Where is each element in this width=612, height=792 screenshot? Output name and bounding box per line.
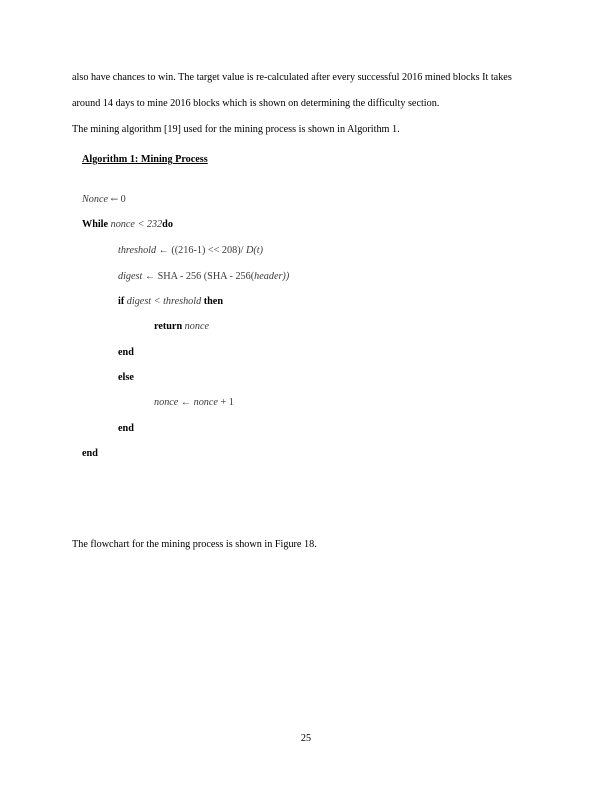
algo-line-if	[118, 297, 223, 307]
closing-paragraph: The flowchart for the mining process is shown in Figure 18.	[72, 539, 317, 550]
paragraph-line-2: around 14 days to mine 2016 blocks which is shown on determining the difficulty section.	[72, 98, 440, 109]
digest-var: digest	[118, 271, 143, 282]
algorithm-title: Algorithm 1: Mining Process	[82, 154, 208, 165]
algo-line-else: else	[118, 372, 134, 383]
algo-line-return	[154, 322, 209, 332]
while-keyword: While	[82, 219, 109, 230]
algo-line-nonce-init	[82, 195, 126, 205]
nonce-var: Nonce	[82, 194, 109, 205]
threshold-var: threshold	[118, 245, 157, 256]
increment-tail: + 1	[220, 397, 234, 408]
increment-var2: nonce	[193, 397, 218, 408]
algo-line-threshold	[118, 246, 263, 256]
page-number: 25	[300, 733, 312, 744]
increment-arrow: ←	[180, 397, 194, 408]
algo-line-digest	[118, 272, 289, 282]
difficulty-fn: D(t)	[245, 245, 263, 256]
if-condition: digest < threshold	[126, 296, 202, 307]
return-value: nonce	[184, 321, 209, 332]
threshold-expr: ← ((216-1) << 208)/	[158, 245, 244, 256]
algo-line-end-while: end	[82, 448, 98, 459]
header-arg: header))	[254, 271, 290, 282]
do-keyword: do	[162, 219, 173, 230]
algo-line-while	[82, 220, 173, 230]
nonce-init-value: 0	[120, 194, 126, 205]
while-condition: nonce < 232	[110, 219, 163, 230]
algo-line-increment	[154, 398, 234, 408]
increment-var: nonce	[154, 397, 179, 408]
paragraph-line-1: also have chances to win. The target value is re-calculated after every successful 2016 mined blocks It takes	[72, 72, 512, 83]
paragraph-line-3: The mining algorithm [19] used for the mining process is shown in Algorithm 1.	[72, 124, 400, 135]
algo-line-end-if: end	[118, 347, 134, 358]
assign-arrow: ←	[110, 195, 119, 205]
digest-expr: ← SHA - 256 (SHA - 256(	[144, 271, 255, 282]
return-keyword: return	[154, 321, 183, 332]
then-keyword: then	[203, 296, 223, 307]
algo-line-end-else: end	[118, 423, 134, 434]
if-keyword: if	[118, 296, 125, 307]
